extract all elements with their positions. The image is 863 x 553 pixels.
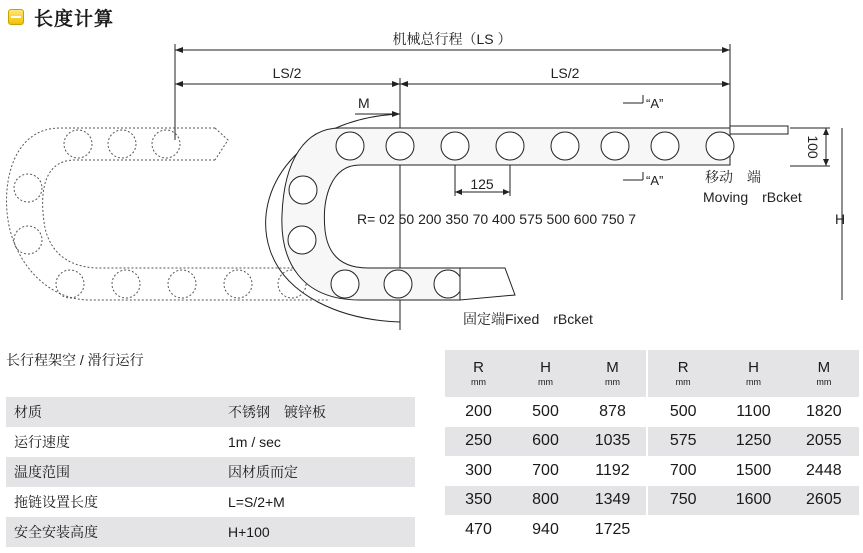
half-stroke-right-label: LS/2: [550, 65, 580, 81]
section-marker-icon: [8, 9, 24, 25]
cell-r: [648, 515, 718, 545]
cell-r: 500: [669, 402, 697, 420]
table-row: [648, 427, 859, 457]
cell-m: 1035: [579, 427, 646, 457]
cell-m: 1349: [579, 486, 646, 516]
drag-chain-diagram: [0, 30, 863, 335]
col-header-m: M mm: [789, 350, 859, 397]
dimension-table-left: [445, 350, 646, 545]
spec-row: [6, 457, 415, 487]
table-row: [648, 486, 859, 516]
cell-h: 1500: [735, 461, 772, 479]
cell-r: 700: [669, 461, 697, 479]
half-stroke-left-label: LS/2: [272, 65, 302, 81]
spec-row: [6, 487, 415, 517]
spec-key: 材质: [14, 404, 42, 420]
cell-r: 575: [648, 427, 718, 457]
cell-m: 1725: [594, 520, 631, 538]
table-row: [445, 397, 646, 427]
spec-key: 安全安装高度: [14, 524, 98, 540]
cell-h: 1250: [718, 427, 788, 457]
cell-m: [789, 515, 859, 545]
cell-r: 200: [465, 402, 492, 420]
cell-m: 1192: [595, 461, 630, 479]
table-row: [648, 515, 859, 545]
m-label: M: [358, 95, 370, 111]
table-row: [648, 397, 859, 427]
spec-value: 不锈钢 镀锌板: [228, 404, 326, 420]
height-100-label: 100: [805, 135, 821, 159]
table-header-row: [648, 350, 859, 397]
dimension-table-right: [648, 350, 859, 545]
table-row: [445, 427, 646, 457]
spec-key: 拖链设置长度: [14, 494, 98, 510]
spec-value: L=S/2+M: [228, 494, 285, 510]
table-row: [445, 486, 646, 516]
table-row: [445, 456, 646, 486]
spec-value: H+100: [228, 524, 270, 540]
table-row: [445, 515, 646, 545]
section-header: [8, 6, 114, 28]
table-row: [648, 456, 859, 486]
col-header-r: R mm: [648, 350, 718, 397]
cell-h: [718, 515, 788, 545]
cell-h: 500: [532, 402, 559, 420]
pitch-125-label: 125: [470, 176, 494, 192]
fixed-bracket-label: 固定端Fixed rBcket: [463, 311, 593, 327]
cell-h: 700: [532, 461, 559, 479]
spec-row: [6, 427, 415, 457]
h-label: H: [835, 211, 846, 227]
spec-value: 因材质而定: [228, 464, 298, 480]
section-a-bottom-label: “A”: [646, 173, 664, 188]
spec-key: 运行速度: [14, 434, 70, 450]
cell-r: 470: [465, 520, 492, 538]
col-header-r: R mm: [445, 350, 512, 397]
radius-series-label: R= 02 50 200 350 70 400 575 500 600 750 7: [357, 211, 637, 227]
cell-m: 1820: [806, 402, 842, 420]
spec-row: [6, 397, 415, 427]
spec-list: [6, 397, 415, 547]
cell-m: 2055: [789, 427, 859, 457]
moving-bracket-en-label: Moving rBcket: [703, 189, 802, 205]
spec-value: 1m / sec: [228, 434, 281, 450]
col-header-h: H mm: [512, 350, 579, 397]
mechanical-stroke-label: 机械总行程（LS ）: [392, 31, 512, 47]
spec-subtitle: 长行程架空 / 滑行运行: [6, 352, 144, 368]
section-a-top-label: “A”: [646, 96, 664, 111]
table-header-row: [445, 350, 646, 397]
cell-h: 800: [512, 486, 579, 516]
ghost-chain: [7, 128, 330, 300]
section-title: 长度计算: [34, 8, 115, 30]
col-header-h: H mm: [718, 350, 788, 397]
spec-key: 温度范围: [14, 464, 70, 480]
cell-h: 600: [512, 427, 579, 457]
cell-h: 1600: [718, 486, 788, 516]
cell-r: 750: [648, 486, 718, 516]
cell-r: 250: [445, 427, 512, 457]
spec-row: [6, 517, 415, 547]
col-header-m: M mm: [579, 350, 646, 397]
cell-r: 350: [445, 486, 512, 516]
cell-m: 878: [599, 402, 626, 420]
moving-bracket-cn-label: 移动 端: [705, 169, 761, 185]
cell-m: 2448: [806, 461, 842, 479]
cell-r: 300: [465, 461, 492, 479]
cell-m: 2605: [789, 486, 859, 516]
cell-h: 1100: [736, 402, 771, 420]
cell-h: 940: [532, 520, 559, 538]
